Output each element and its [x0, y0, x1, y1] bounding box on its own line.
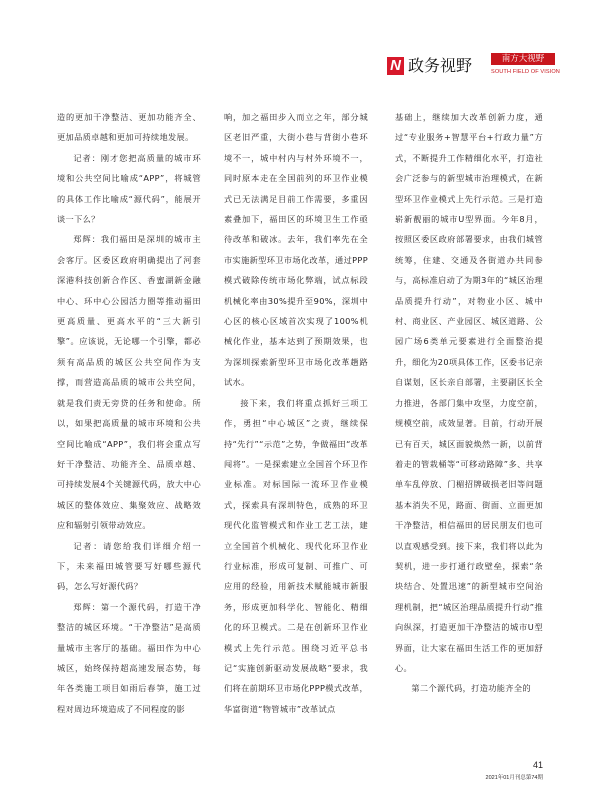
paragraph: 郑辉：第一个源代码，打造干净整洁的城区环境。“干净整洁”是高质量城市主客厅的基础。福田作为中心城区，始终保持超高速发展态势，每年各类施工项目如雨后春笋，施工过程对周边环境造成了不同程度的影	[57, 601, 201, 714]
paragraph: 记者：刚才您把高质量的城市环境和公共空间比喻成“APP”，将城管的具体工作比喻成“源代码”，能展开谈一下么？	[57, 152, 201, 225]
paragraph: 郑辉：我们福田是深圳的城市主会客厅。区委区政府明确提出了河套深港科技创新合作区、香蜜湖新金融中心、环中心公园活力圈等推动福田更高质量、更高水平的“三大新引擎”。应该说，无论哪一个引擎，都必须有高品质的城区公共空间作为支撑，而营造高品质的城市公共空间，就是我们责无旁贷的任务和使命。所以，如果把高质量的城市环境和公共空间比喻成“APP”，我们将会重点写好干净整洁、功能齐全、品质卓越、可持续发展4个关键源代码，放大中心城区的整体效应、集聚效应、战略效应和辐射引领带动效应。	[57, 234, 201, 531]
column-tag-english: SOUTH FIELD OF VISION	[491, 69, 560, 75]
text-column-1	[57, 107, 201, 719]
paragraph: 接下来，我们将重点抓好三项工作，勇担“中心城区”之责，继续保持“先行”“示范”之势，争做福田“改革闯将”。一是探索建立全国首个环卫作业标准。对标国际一流环卫作业模式，探索具有深圳特色，成熟的环卫现代化监管模式和作业工艺工法，建立全国首个机械化、现代化环卫作业行业标准，形成可复制、可推广、可应用的经验，用新技术赋能城市新服务，形成更加科学化、智能化、精细化的环卫模式。二是在创新环卫作业模式上先行示范。围绕习近平总书记“实施创新驱动发展战略”要求，我们将在前期环卫市场化PPP模式改革，华富街道“物管城市”改革试点	[224, 397, 368, 714]
page-footer	[486, 760, 543, 782]
paragraph: 第二个源代码，打造功能齐全的	[411, 683, 531, 694]
text-column-2	[224, 107, 368, 719]
page-number: 41	[532, 760, 543, 770]
section-header	[387, 53, 560, 80]
paragraph: 基础上，继续加大改革创新力度，通过“专业服务+智慧平台+行政力量”方式，不断提升工作精细化水平，打造社会广泛参与的新型城市治理模式，在新型环卫作业模式上先行示范。三是打造崭新靓丽的城市U型界面。今年8月，按照区委区政府部署要求，由我们城管统筹，住建、交通及各街道办共同参与，高标准启动了为期3年的“城区治理品质提升行动”，对物业小区、城中村、商业区、产业园区、城区道路、公园广场6类单元要素进行全面整治提升，细化为20项具体工作，区委书记亲自谋划，区长亲自部署，主要副区长全力推进，各部门集中攻坚，力度空前，规模空前，成效显著。目前，行动开展已有百天，城区面貌焕然一新，以前背着走的管栽桶等“可移动路障”多、共享单车乱停放、门楣招牌破损老旧等问题基本消失不见，路面、街面、立面更加干净整洁，相信福田的居民朋友们也可以直观感受到。接下来，我们将以此为契机，进一步打通行政壁垒，探索“条块结合、处置迅速”的新型城市空间治理机制，把“城区治理品质提升行动”推向纵深，打造更加干净整洁的城市U型界面，让大家在福田生活工作的更加舒心。	[395, 112, 543, 673]
magazine-logo-n: N	[387, 57, 404, 75]
section-title: 政务视野	[408, 56, 473, 75]
paragraph: 造的更加干净整洁、更加功能齐全、更加品质卓越和更加可持续地发展。	[57, 112, 201, 143]
issue-info: 2021年01月刊总第74期	[485, 775, 543, 781]
column-tag: 南方大视野	[491, 53, 555, 65]
paragraph: 记者：请您给我们详细介绍一下，未来福田城管要写好哪些源代码，怎么写好源代码？	[57, 540, 201, 592]
text-column-3	[395, 107, 543, 699]
paragraph: 响，加之福田步入而立之年，部分城区老旧严重，大街小巷与背街小巷环境不一，城中村内与村外环境不一，同时原本走在全国前列的环卫作业模式已无法满足目前工作需要，多重因素叠加下，福田区的环境卫生工作亟待改革和破冰。去年，我们率先在全市实施新型环卫市场化改革，通过PPP模式破除传统市场化弊端，试点标段机械化率由30%提升至90%，深圳中心区的核心区域首次实现了100%机械化作业，基本达到了预期效果，也为深圳探索新型环卫市场化改革趟路试水。	[224, 112, 368, 388]
